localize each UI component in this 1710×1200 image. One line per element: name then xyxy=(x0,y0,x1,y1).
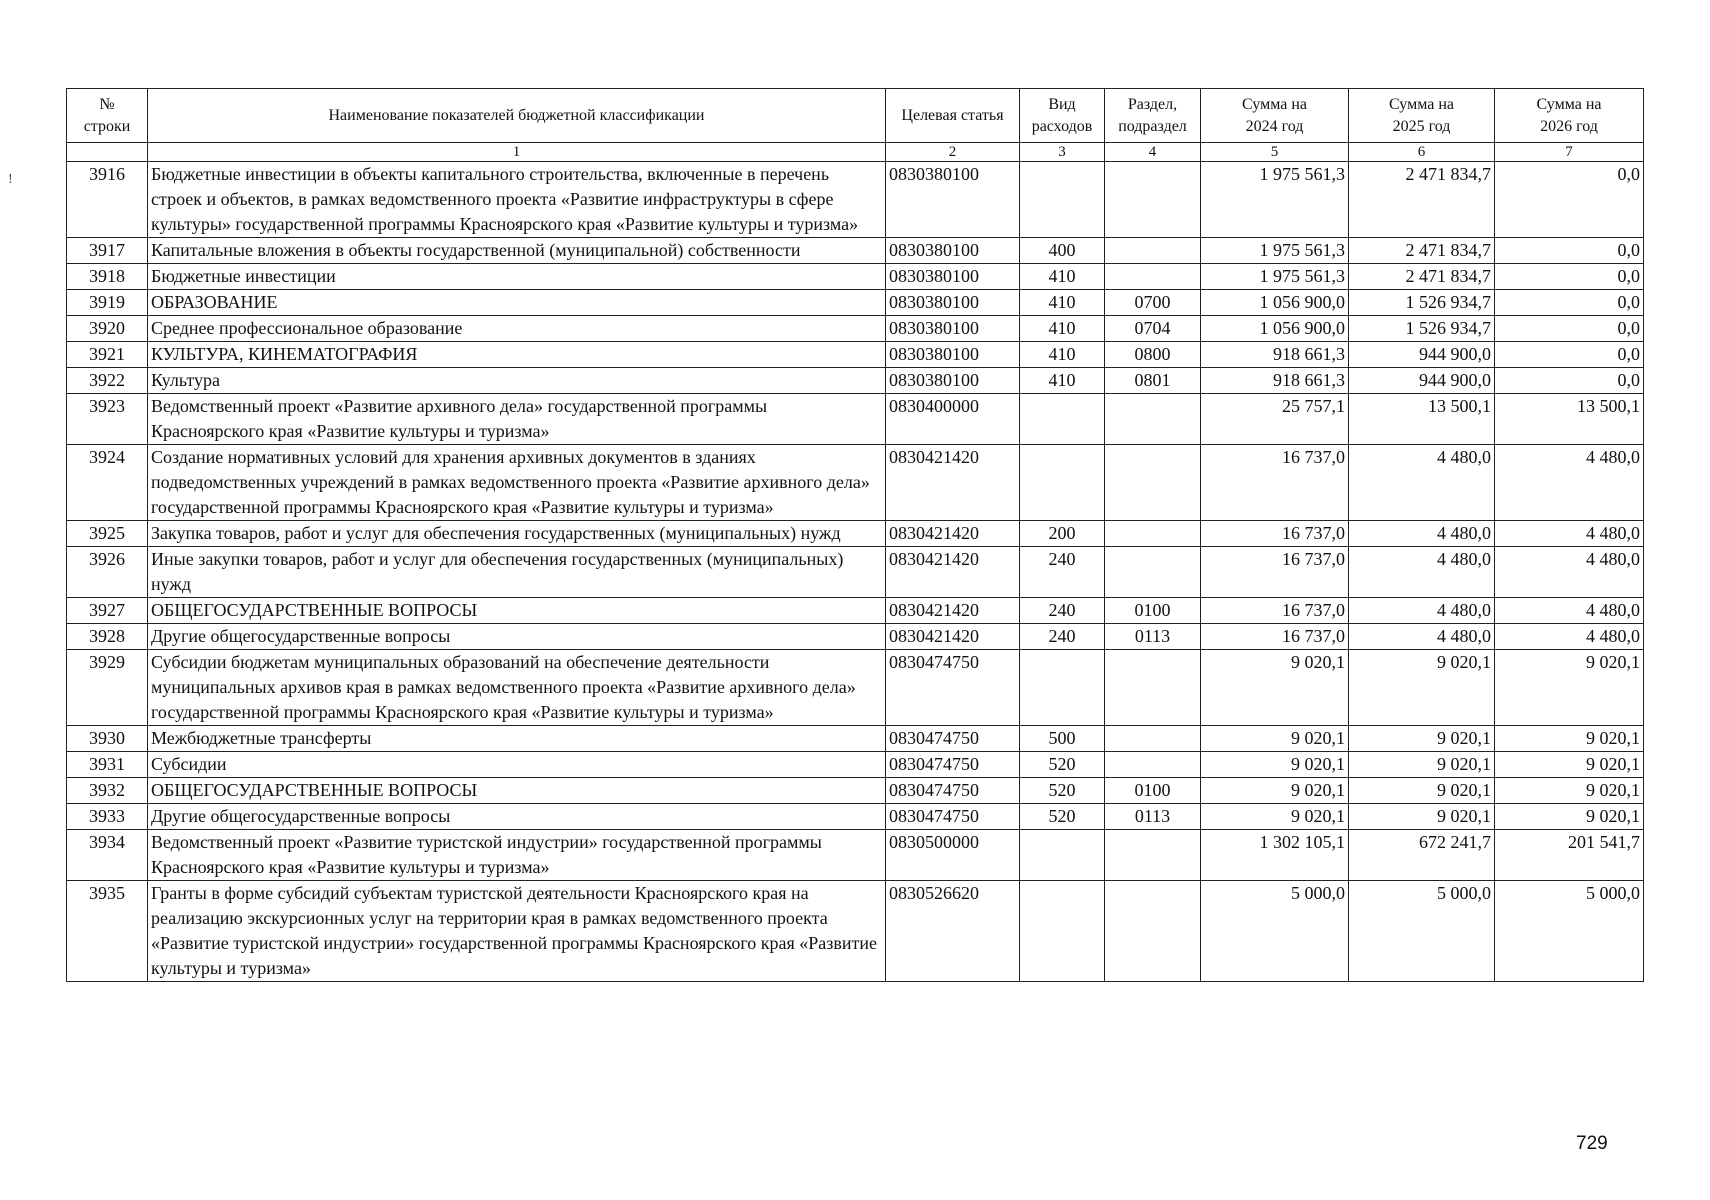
row-target-code: 0830421420 xyxy=(886,624,1020,650)
row-sum-2026: 0,0 xyxy=(1495,342,1644,368)
row-expense-kind: 520 xyxy=(1020,778,1105,804)
row-sum-2026: 4 480,0 xyxy=(1495,598,1644,624)
table-row xyxy=(67,830,1644,881)
row-section xyxy=(1105,830,1201,881)
row-sum-2024: 1 056 900,0 xyxy=(1201,316,1349,342)
row-sum-2025: 944 900,0 xyxy=(1349,342,1495,368)
row-expense-kind: 520 xyxy=(1020,752,1105,778)
page-number: 729 xyxy=(1576,1133,1608,1154)
row-number: 3917 xyxy=(67,238,148,264)
table-row xyxy=(67,726,1644,752)
row-number: 3919 xyxy=(67,290,148,316)
row-sum-2024: 9 020,1 xyxy=(1201,726,1349,752)
row-name: Субсидии xyxy=(148,752,886,778)
column-number: 6 xyxy=(1349,143,1495,162)
row-expense-kind: 410 xyxy=(1020,316,1105,342)
row-sum-2025: 9 020,1 xyxy=(1349,778,1495,804)
row-expense-kind: 410 xyxy=(1020,290,1105,316)
column-number: 1 xyxy=(148,143,886,162)
row-expense-kind: 520 xyxy=(1020,804,1105,830)
row-sum-2024: 9 020,1 xyxy=(1201,650,1349,726)
row-section: 0800 xyxy=(1105,342,1201,368)
row-target-code: 0830380100 xyxy=(886,290,1020,316)
row-number: 3934 xyxy=(67,830,148,881)
row-sum-2026: 0,0 xyxy=(1495,238,1644,264)
table-row xyxy=(67,547,1644,598)
table-row xyxy=(67,881,1644,982)
row-sum-2026: 13 500,1 xyxy=(1495,394,1644,445)
row-section xyxy=(1105,650,1201,726)
row-name: ОБЩЕГОСУДАРСТВЕННЫЕ ВОПРОСЫ xyxy=(148,778,886,804)
row-sum-2025: 2 471 834,7 xyxy=(1349,162,1495,238)
row-target-code: 0830474750 xyxy=(886,726,1020,752)
row-sum-2024: 5 000,0 xyxy=(1201,881,1349,982)
table-row xyxy=(67,650,1644,726)
row-sum-2024: 918 661,3 xyxy=(1201,368,1349,394)
row-target-code: 0830380100 xyxy=(886,238,1020,264)
row-target-code: 0830380100 xyxy=(886,368,1020,394)
row-number: 3922 xyxy=(67,368,148,394)
row-section xyxy=(1105,881,1201,982)
row-sum-2024: 1 975 561,3 xyxy=(1201,264,1349,290)
row-section xyxy=(1105,752,1201,778)
row-name: Ведомственный проект «Развитие туристской индустрии» государственной программы Красноярского края «Развитие культуры и туризма» xyxy=(148,830,886,881)
row-section: 0704 xyxy=(1105,316,1201,342)
row-expense-kind xyxy=(1020,162,1105,238)
row-expense-kind: 240 xyxy=(1020,598,1105,624)
row-sum-2024: 9 020,1 xyxy=(1201,804,1349,830)
table-row xyxy=(67,394,1644,445)
row-name: Культура xyxy=(148,368,886,394)
row-sum-2024: 1 975 561,3 xyxy=(1201,162,1349,238)
row-sum-2024: 9 020,1 xyxy=(1201,778,1349,804)
row-target-code: 0830421420 xyxy=(886,547,1020,598)
row-number: 3932 xyxy=(67,778,148,804)
row-sum-2026: 9 020,1 xyxy=(1495,726,1644,752)
column-number: 2 xyxy=(886,143,1020,162)
row-expense-kind: 410 xyxy=(1020,264,1105,290)
table-row xyxy=(67,316,1644,342)
row-target-code: 0830421420 xyxy=(886,445,1020,521)
row-sum-2026: 0,0 xyxy=(1495,162,1644,238)
row-name: Закупка товаров, работ и услуг для обеспечения государственных (муниципальных) нужд xyxy=(148,521,886,547)
budget-table-container xyxy=(66,88,1644,982)
row-target-code: 0830400000 xyxy=(886,394,1020,445)
row-number: 3926 xyxy=(67,547,148,598)
row-sum-2026: 4 480,0 xyxy=(1495,624,1644,650)
row-name: ОБЩЕГОСУДАРСТВЕННЫЕ ВОПРОСЫ xyxy=(148,598,886,624)
row-sum-2025: 2 471 834,7 xyxy=(1349,238,1495,264)
row-sum-2024: 16 737,0 xyxy=(1201,624,1349,650)
row-name: Другие общегосударственные вопросы xyxy=(148,804,886,830)
table-header-row xyxy=(67,89,1644,143)
row-number: 3921 xyxy=(67,342,148,368)
row-target-code: 0830474750 xyxy=(886,778,1020,804)
column-number: 7 xyxy=(1495,143,1644,162)
header-sum-2024: Сумма на 2024 год xyxy=(1201,89,1349,143)
header-sum-2026: Сумма на 2026 год xyxy=(1495,89,1644,143)
row-name: ОБРАЗОВАНИЕ xyxy=(148,290,886,316)
row-target-code: 0830380100 xyxy=(886,162,1020,238)
row-sum-2025: 4 480,0 xyxy=(1349,547,1495,598)
row-name: Бюджетные инвестиции в объекты капитального строительства, включенные в перечень строек и объектов, в рамках ведомственного проекта «Развитие инфраструктуры в сфере культуры» государственной программы Красноярского края «Развитие культуры и туризма» xyxy=(148,162,886,238)
row-sum-2026: 0,0 xyxy=(1495,264,1644,290)
column-number: 3 xyxy=(1020,143,1105,162)
row-section xyxy=(1105,547,1201,598)
row-section xyxy=(1105,445,1201,521)
row-section: 0801 xyxy=(1105,368,1201,394)
table-row xyxy=(67,521,1644,547)
row-number: 3920 xyxy=(67,316,148,342)
row-sum-2026: 9 020,1 xyxy=(1495,650,1644,726)
header-kind: Вид расходов xyxy=(1020,89,1105,143)
row-target-code: 0830474750 xyxy=(886,804,1020,830)
row-sum-2026: 5 000,0 xyxy=(1495,881,1644,982)
row-sum-2025: 1 526 934,7 xyxy=(1349,316,1495,342)
row-sum-2025: 13 500,1 xyxy=(1349,394,1495,445)
row-target-code: 0830380100 xyxy=(886,316,1020,342)
table-row xyxy=(67,290,1644,316)
row-sum-2024: 1 056 900,0 xyxy=(1201,290,1349,316)
row-sum-2026: 9 020,1 xyxy=(1495,804,1644,830)
row-expense-kind xyxy=(1020,650,1105,726)
row-sum-2024: 918 661,3 xyxy=(1201,342,1349,368)
row-number: 3930 xyxy=(67,726,148,752)
row-sum-2025: 4 480,0 xyxy=(1349,445,1495,521)
row-sum-2025: 1 526 934,7 xyxy=(1349,290,1495,316)
budget-table xyxy=(66,88,1644,982)
row-number: 3925 xyxy=(67,521,148,547)
row-section: 0113 xyxy=(1105,804,1201,830)
row-sum-2024: 1 975 561,3 xyxy=(1201,238,1349,264)
row-sum-2026: 0,0 xyxy=(1495,290,1644,316)
column-number: 5 xyxy=(1201,143,1349,162)
header-section: Раздел, подраздел xyxy=(1105,89,1201,143)
row-number: 3923 xyxy=(67,394,148,445)
row-sum-2024: 16 737,0 xyxy=(1201,598,1349,624)
row-expense-kind: 400 xyxy=(1020,238,1105,264)
row-number: 3933 xyxy=(67,804,148,830)
row-name: Субсидии бюджетам муниципальных образований на обеспечение деятельности муниципальных архивов края в рамках ведомственного проекта «Развитие архивного дела» государственной программы Красноярского края «Развитие культуры и туризма» xyxy=(148,650,886,726)
row-expense-kind: 410 xyxy=(1020,342,1105,368)
row-sum-2024: 16 737,0 xyxy=(1201,445,1349,521)
row-section: 0113 xyxy=(1105,624,1201,650)
row-name: Ведомственный проект «Развитие архивного дела» государственной программы Красноярского края «Развитие культуры и туризма» xyxy=(148,394,886,445)
row-target-code: 0830526620 xyxy=(886,881,1020,982)
row-sum-2026: 4 480,0 xyxy=(1495,521,1644,547)
row-sum-2025: 9 020,1 xyxy=(1349,804,1495,830)
row-name: Капитальные вложения в объекты государственной (муниципальной) собственности xyxy=(148,238,886,264)
row-sum-2026: 201 541,7 xyxy=(1495,830,1644,881)
row-name: Иные закупки товаров, работ и услуг для обеспечения государственных (муниципальных) нужд xyxy=(148,547,886,598)
row-name: Среднее профессиональное образование xyxy=(148,316,886,342)
row-section xyxy=(1105,162,1201,238)
row-name: Другие общегосударственные вопросы xyxy=(148,624,886,650)
row-sum-2026: 9 020,1 xyxy=(1495,778,1644,804)
row-target-code: 0830421420 xyxy=(886,521,1020,547)
row-section: 0700 xyxy=(1105,290,1201,316)
row-number: 3929 xyxy=(67,650,148,726)
row-sum-2026: 4 480,0 xyxy=(1495,547,1644,598)
row-expense-kind: 240 xyxy=(1020,547,1105,598)
table-row xyxy=(67,368,1644,394)
row-expense-kind xyxy=(1020,394,1105,445)
row-expense-kind xyxy=(1020,881,1105,982)
row-sum-2025: 9 020,1 xyxy=(1349,752,1495,778)
table-row xyxy=(67,264,1644,290)
row-section xyxy=(1105,238,1201,264)
table-row xyxy=(67,598,1644,624)
row-name: Бюджетные инвестиции xyxy=(148,264,886,290)
row-number: 3918 xyxy=(67,264,148,290)
row-expense-kind: 410 xyxy=(1020,368,1105,394)
row-sum-2024: 16 737,0 xyxy=(1201,547,1349,598)
table-row xyxy=(67,804,1644,830)
table-row xyxy=(67,162,1644,238)
table-row xyxy=(67,624,1644,650)
row-sum-2026: 9 020,1 xyxy=(1495,752,1644,778)
row-expense-kind: 500 xyxy=(1020,726,1105,752)
row-sum-2026: 0,0 xyxy=(1495,316,1644,342)
column-number-row xyxy=(67,143,1644,162)
row-number: 3928 xyxy=(67,624,148,650)
row-sum-2025: 4 480,0 xyxy=(1349,521,1495,547)
row-sum-2025: 5 000,0 xyxy=(1349,881,1495,982)
row-name: Создание нормативных условий для хранения архивных документов в зданиях подведомственных учреждений в рамках ведомственного проекта «Развитие архивного дела» государственной программы Красноярского края «Развитие культуры и туризма» xyxy=(148,445,886,521)
row-name: КУЛЬТУРА, КИНЕМАТОГРАФИЯ xyxy=(148,342,886,368)
row-section xyxy=(1105,394,1201,445)
column-number: 4 xyxy=(1105,143,1201,162)
table-row xyxy=(67,445,1644,521)
row-name: Межбюджетные трансферты xyxy=(148,726,886,752)
row-sum-2024: 16 737,0 xyxy=(1201,521,1349,547)
row-section: 0100 xyxy=(1105,598,1201,624)
row-name: Гранты в форме субсидий субъектам туристской деятельности Красноярского края на реализацию экскурсионных услуг на территории края в рамках ведомственного проекта «Развитие туристской индустрии» государственной программы Красноярского края «Развитие культуры и туризма» xyxy=(148,881,886,982)
row-expense-kind: 240 xyxy=(1020,624,1105,650)
row-target-code: 0830474750 xyxy=(886,752,1020,778)
row-expense-kind xyxy=(1020,830,1105,881)
table-row xyxy=(67,342,1644,368)
row-sum-2025: 944 900,0 xyxy=(1349,368,1495,394)
row-section xyxy=(1105,264,1201,290)
table-row xyxy=(67,778,1644,804)
header-name: Наименование показателей бюджетной классификации xyxy=(148,89,886,143)
row-sum-2025: 4 480,0 xyxy=(1349,598,1495,624)
row-target-code: 0830380100 xyxy=(886,342,1020,368)
row-sum-2026: 0,0 xyxy=(1495,368,1644,394)
row-sum-2025: 2 471 834,7 xyxy=(1349,264,1495,290)
table-body xyxy=(67,162,1644,982)
row-section: 0100 xyxy=(1105,778,1201,804)
row-number: 3931 xyxy=(67,752,148,778)
column-number-empty xyxy=(67,143,148,162)
row-number: 3935 xyxy=(67,881,148,982)
row-section xyxy=(1105,521,1201,547)
row-sum-2025: 672 241,7 xyxy=(1349,830,1495,881)
header-row-no: № строки xyxy=(67,89,148,143)
table-row xyxy=(67,238,1644,264)
row-sum-2025: 9 020,1 xyxy=(1349,650,1495,726)
row-expense-kind xyxy=(1020,445,1105,521)
margin-mark: ! xyxy=(8,172,13,187)
row-sum-2024: 1 302 105,1 xyxy=(1201,830,1349,881)
row-target-code: 0830380100 xyxy=(886,264,1020,290)
row-sum-2024: 25 757,1 xyxy=(1201,394,1349,445)
header-sum-2025: Сумма на 2025 год xyxy=(1349,89,1495,143)
row-sum-2025: 9 020,1 xyxy=(1349,726,1495,752)
row-target-code: 0830474750 xyxy=(886,650,1020,726)
table-row xyxy=(67,752,1644,778)
row-sum-2024: 9 020,1 xyxy=(1201,752,1349,778)
row-target-code: 0830421420 xyxy=(886,598,1020,624)
row-number: 3927 xyxy=(67,598,148,624)
row-section xyxy=(1105,726,1201,752)
row-sum-2025: 4 480,0 xyxy=(1349,624,1495,650)
row-expense-kind: 200 xyxy=(1020,521,1105,547)
row-target-code: 0830500000 xyxy=(886,830,1020,881)
row-number: 3924 xyxy=(67,445,148,521)
header-target: Целевая статья xyxy=(886,89,1020,143)
row-number: 3916 xyxy=(67,162,148,238)
row-sum-2026: 4 480,0 xyxy=(1495,445,1644,521)
